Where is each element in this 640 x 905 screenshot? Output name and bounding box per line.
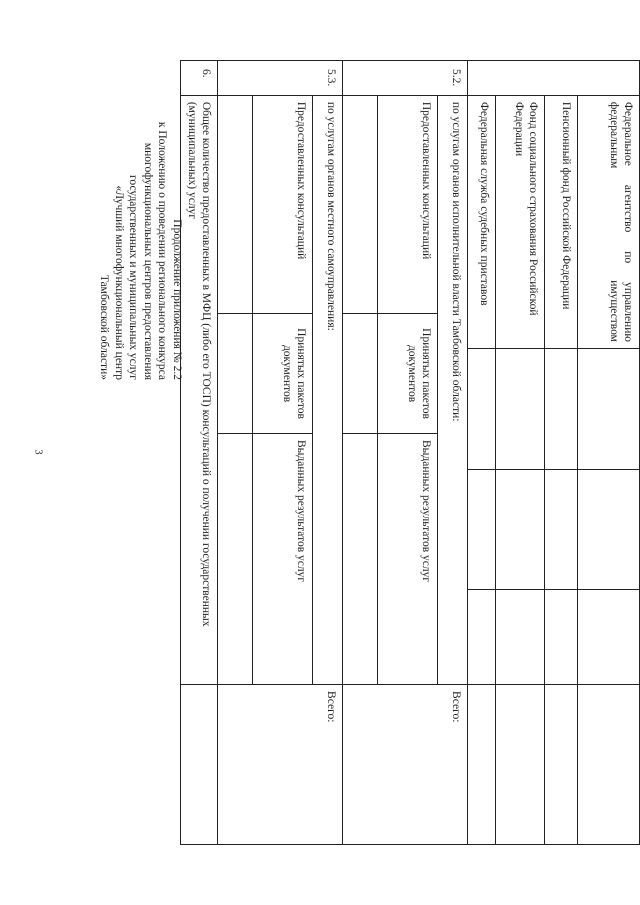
empty-cell — [545, 469, 578, 589]
total-label: Всего: — [218, 685, 343, 845]
empty-cell — [218, 314, 253, 434]
empty-cell — [468, 469, 496, 589]
empty-cell — [496, 685, 545, 845]
empty-cell — [496, 469, 545, 589]
empty-cell — [578, 348, 640, 469]
header-line: «Лучший многофункциональный центр — [112, 185, 125, 380]
column-header-consultations: Предоставленных консультаций — [378, 95, 438, 313]
empty-cell — [343, 434, 378, 685]
empty-cell — [545, 348, 578, 469]
agency-cell: Федеральная служба судебных приставов — [468, 95, 496, 348]
section-number: 6. — [181, 61, 218, 96]
empty-cell — [545, 685, 578, 845]
row-6 — [181, 61, 218, 845]
section-number: 5.2. — [343, 61, 468, 96]
empty-cell — [496, 348, 545, 469]
section-row-5-3 — [313, 61, 343, 845]
empty-cell — [468, 685, 496, 845]
row-6-text: Общее количество предоставленных в МФЦ (либо его ТОСП) консультаций о получении государственных (муниципальных) услуг — [181, 95, 218, 684]
header-line: Тамбовской области» — [97, 274, 110, 380]
empty-cell — [496, 589, 545, 684]
empty-cell — [578, 469, 640, 589]
number-cell — [468, 61, 640, 96]
agency-cell: Федеральное агентство по управлению федеральным имуществом — [578, 95, 640, 348]
header-line: многофункциональных центров предоставления — [141, 142, 154, 380]
total-label: Всего: — [343, 685, 468, 845]
page-number: 3 — [32, 449, 44, 455]
header-line: к Положению о проведении регионального конкурса — [156, 121, 169, 380]
agency-cell: Фонд социального страхования Российской Федерации — [496, 95, 545, 348]
agency-cell: Пенсионный фонд Российской Федерации — [545, 95, 578, 348]
empty-cell — [578, 589, 640, 684]
section-row-5-2 — [438, 61, 468, 845]
header-line: государственных и муниципальных услуг — [127, 175, 139, 380]
table-row — [578, 61, 640, 845]
empty-cell — [218, 95, 253, 313]
section-title: по услугам органов местного самоуправления: — [313, 95, 343, 684]
empty-cell — [343, 95, 378, 313]
table-row — [468, 61, 496, 845]
appendix-header — [96, 20, 184, 380]
empty-cell — [218, 434, 253, 685]
statistics-table — [180, 60, 640, 845]
empty-cell — [468, 589, 496, 684]
column-header-packages: Принятых пакетов документов — [253, 314, 313, 434]
column-header-results: Выданных результатов услуг — [378, 434, 438, 685]
header-line: Продолжение приложения № 2.2 — [170, 219, 183, 380]
empty-cell — [343, 314, 378, 434]
rotated-table-wrapper — [185, 60, 640, 845]
table-row — [545, 61, 578, 845]
section-number: 5.3. — [218, 61, 343, 96]
empty-cell — [545, 589, 578, 684]
empty-cell — [181, 685, 218, 845]
empty-cell — [578, 685, 640, 845]
empty-cell — [468, 348, 496, 469]
column-header-consultations: Предоставленных консультаций — [253, 95, 313, 313]
column-header-packages: Принятых пакетов документов — [378, 314, 438, 434]
table-row — [496, 61, 545, 845]
section-title: по услугам органов исполнительной власти Тамбовской области: — [438, 95, 468, 684]
column-header-results: Выданных результатов услуг — [253, 434, 313, 685]
